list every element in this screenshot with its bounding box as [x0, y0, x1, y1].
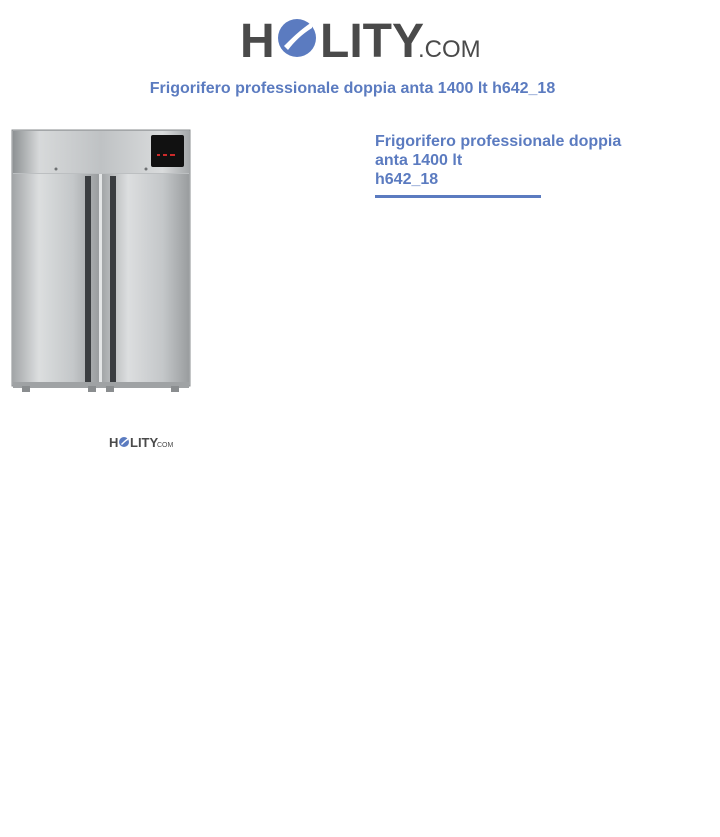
logo-small-letter-h: H: [109, 435, 119, 450]
holity-logo-mark: [240, 12, 480, 64]
holity-drop-icon: [278, 19, 316, 57]
product-image[interactable]: [10, 128, 192, 396]
holity-logo-small[interactable]: [109, 434, 175, 450]
product-title-line: Frigorifero professionale doppia: [375, 133, 622, 150]
logo-small-suffix: COM: [157, 442, 174, 449]
double-door-refrigerator-icon: [10, 128, 192, 396]
logo-suffix: .COM: [418, 36, 480, 63]
product-title-line: h642_18: [375, 171, 439, 188]
title-underline: [375, 195, 541, 198]
logo-letters-lity: LITY: [320, 15, 424, 64]
product-title: [375, 132, 635, 189]
logo-small-letters-lity: LITY: [130, 435, 159, 450]
logo-letter-h: H: [240, 15, 275, 64]
holity-logo[interactable]: [240, 12, 480, 64]
product-detail: [375, 132, 635, 198]
holity-drop-small-icon: [119, 437, 129, 447]
holity-logo-small-mark: [109, 434, 175, 450]
page-title: Frigorifero professionale doppia anta 1400 lt h642_18: [149, 80, 556, 97]
product-title-line: anta 1400 lt: [375, 152, 463, 169]
